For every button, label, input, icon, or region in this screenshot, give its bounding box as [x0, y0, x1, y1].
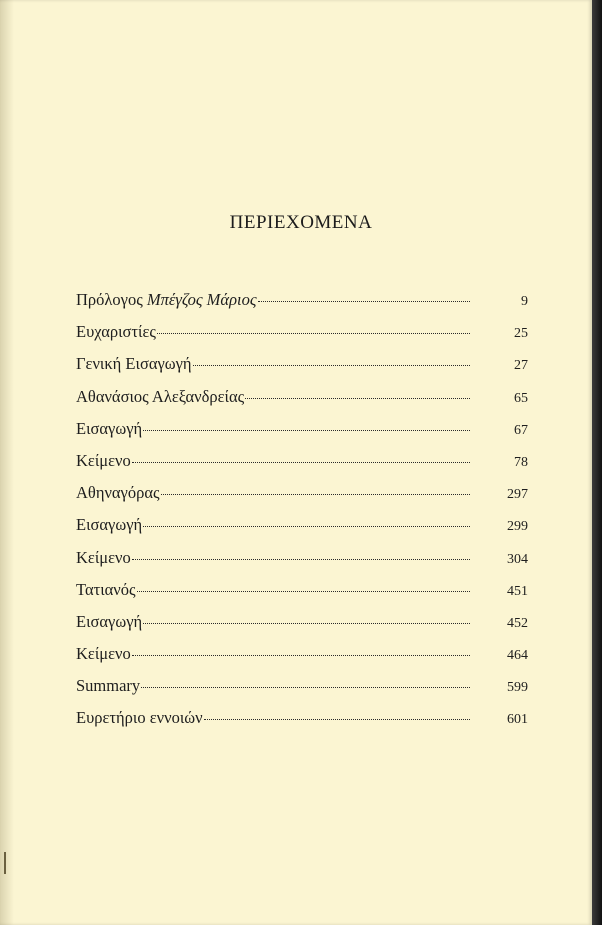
toc-entry-page: 67 — [514, 422, 528, 438]
toc-entry-page: 601 — [507, 712, 528, 728]
toc-entry-title: Κείμενο — [76, 450, 131, 470]
toc-entry-page: 27 — [514, 358, 528, 374]
toc-entry-title: Εισαγωγή — [76, 611, 143, 631]
dot-leader — [204, 719, 470, 720]
dot-leader — [193, 365, 470, 366]
toc-entry — [76, 676, 528, 708]
toc-entry — [76, 419, 528, 451]
toc-entry-title: Ευχαριστίες — [76, 322, 156, 342]
dot-leader — [137, 591, 470, 592]
contents-heading: ΠΕΡΙΕΧΟΜΕΝΑ — [229, 212, 373, 233]
toc-entry — [76, 548, 528, 580]
toc-entry-title: Κείμενο — [76, 547, 131, 567]
dot-leader — [161, 494, 470, 495]
dot-leader — [141, 687, 470, 688]
toc-entry-page: 599 — [507, 680, 528, 696]
toc-entry — [76, 580, 528, 612]
page-edge-shadow — [592, 0, 602, 925]
toc-entry — [76, 322, 528, 354]
dot-leader — [132, 462, 470, 463]
toc-entry-page: 65 — [514, 390, 528, 406]
toc-entry-title: Εισαγωγή — [76, 418, 143, 438]
toc-entry-title: Αθανάσιος Αλεξανδρείας — [76, 386, 245, 406]
toc-entry-page: 299 — [507, 519, 528, 535]
toc-entry-prologue — [76, 290, 528, 322]
toc-entry-page: 25 — [514, 326, 528, 342]
toc-entry-title: Summary — [76, 676, 141, 696]
toc-entry-title-text: Πρόλογος — [76, 290, 147, 309]
toc-entry-page: 78 — [514, 454, 528, 470]
toc-entry-title: Κείμενο — [76, 644, 131, 664]
toc-entry — [76, 483, 528, 515]
dot-leader — [143, 623, 470, 624]
table-of-contents — [76, 290, 528, 741]
dot-leader — [157, 333, 470, 334]
toc-entry-page: 464 — [507, 648, 528, 664]
toc-entry-author: Μπέγζος Μάριος — [146, 290, 257, 309]
toc-entry — [76, 354, 528, 386]
dot-leader — [132, 655, 470, 656]
toc-entry — [76, 708, 528, 740]
toc-entry-page: 9 — [521, 294, 528, 309]
margin-mark — [4, 852, 6, 874]
dot-leader — [245, 398, 470, 399]
toc-entry-page: 451 — [507, 583, 528, 599]
toc-entry-page: 304 — [507, 551, 528, 567]
dot-leader — [143, 526, 470, 527]
toc-entry — [76, 612, 528, 644]
toc-entry — [76, 515, 528, 547]
dot-leader — [258, 301, 470, 302]
dot-leader — [132, 559, 470, 560]
toc-entry-title: Εισαγωγή — [76, 515, 143, 535]
toc-entry-title: Τατιανός — [76, 579, 136, 599]
dot-leader — [143, 430, 470, 431]
toc-entry — [76, 451, 528, 483]
spine-shadow — [0, 0, 14, 925]
toc-entry-title — [76, 290, 257, 310]
toc-entry-page: 297 — [507, 487, 528, 503]
toc-entry-title: Ευρετήριο εννοιών — [76, 708, 203, 728]
toc-entry — [76, 387, 528, 419]
toc-entry-title: Γενική Εισαγωγή — [76, 354, 192, 374]
toc-entry-title: Αθηναγόρας — [76, 483, 160, 503]
toc-entry — [76, 644, 528, 676]
toc-entry-page: 452 — [507, 615, 528, 631]
